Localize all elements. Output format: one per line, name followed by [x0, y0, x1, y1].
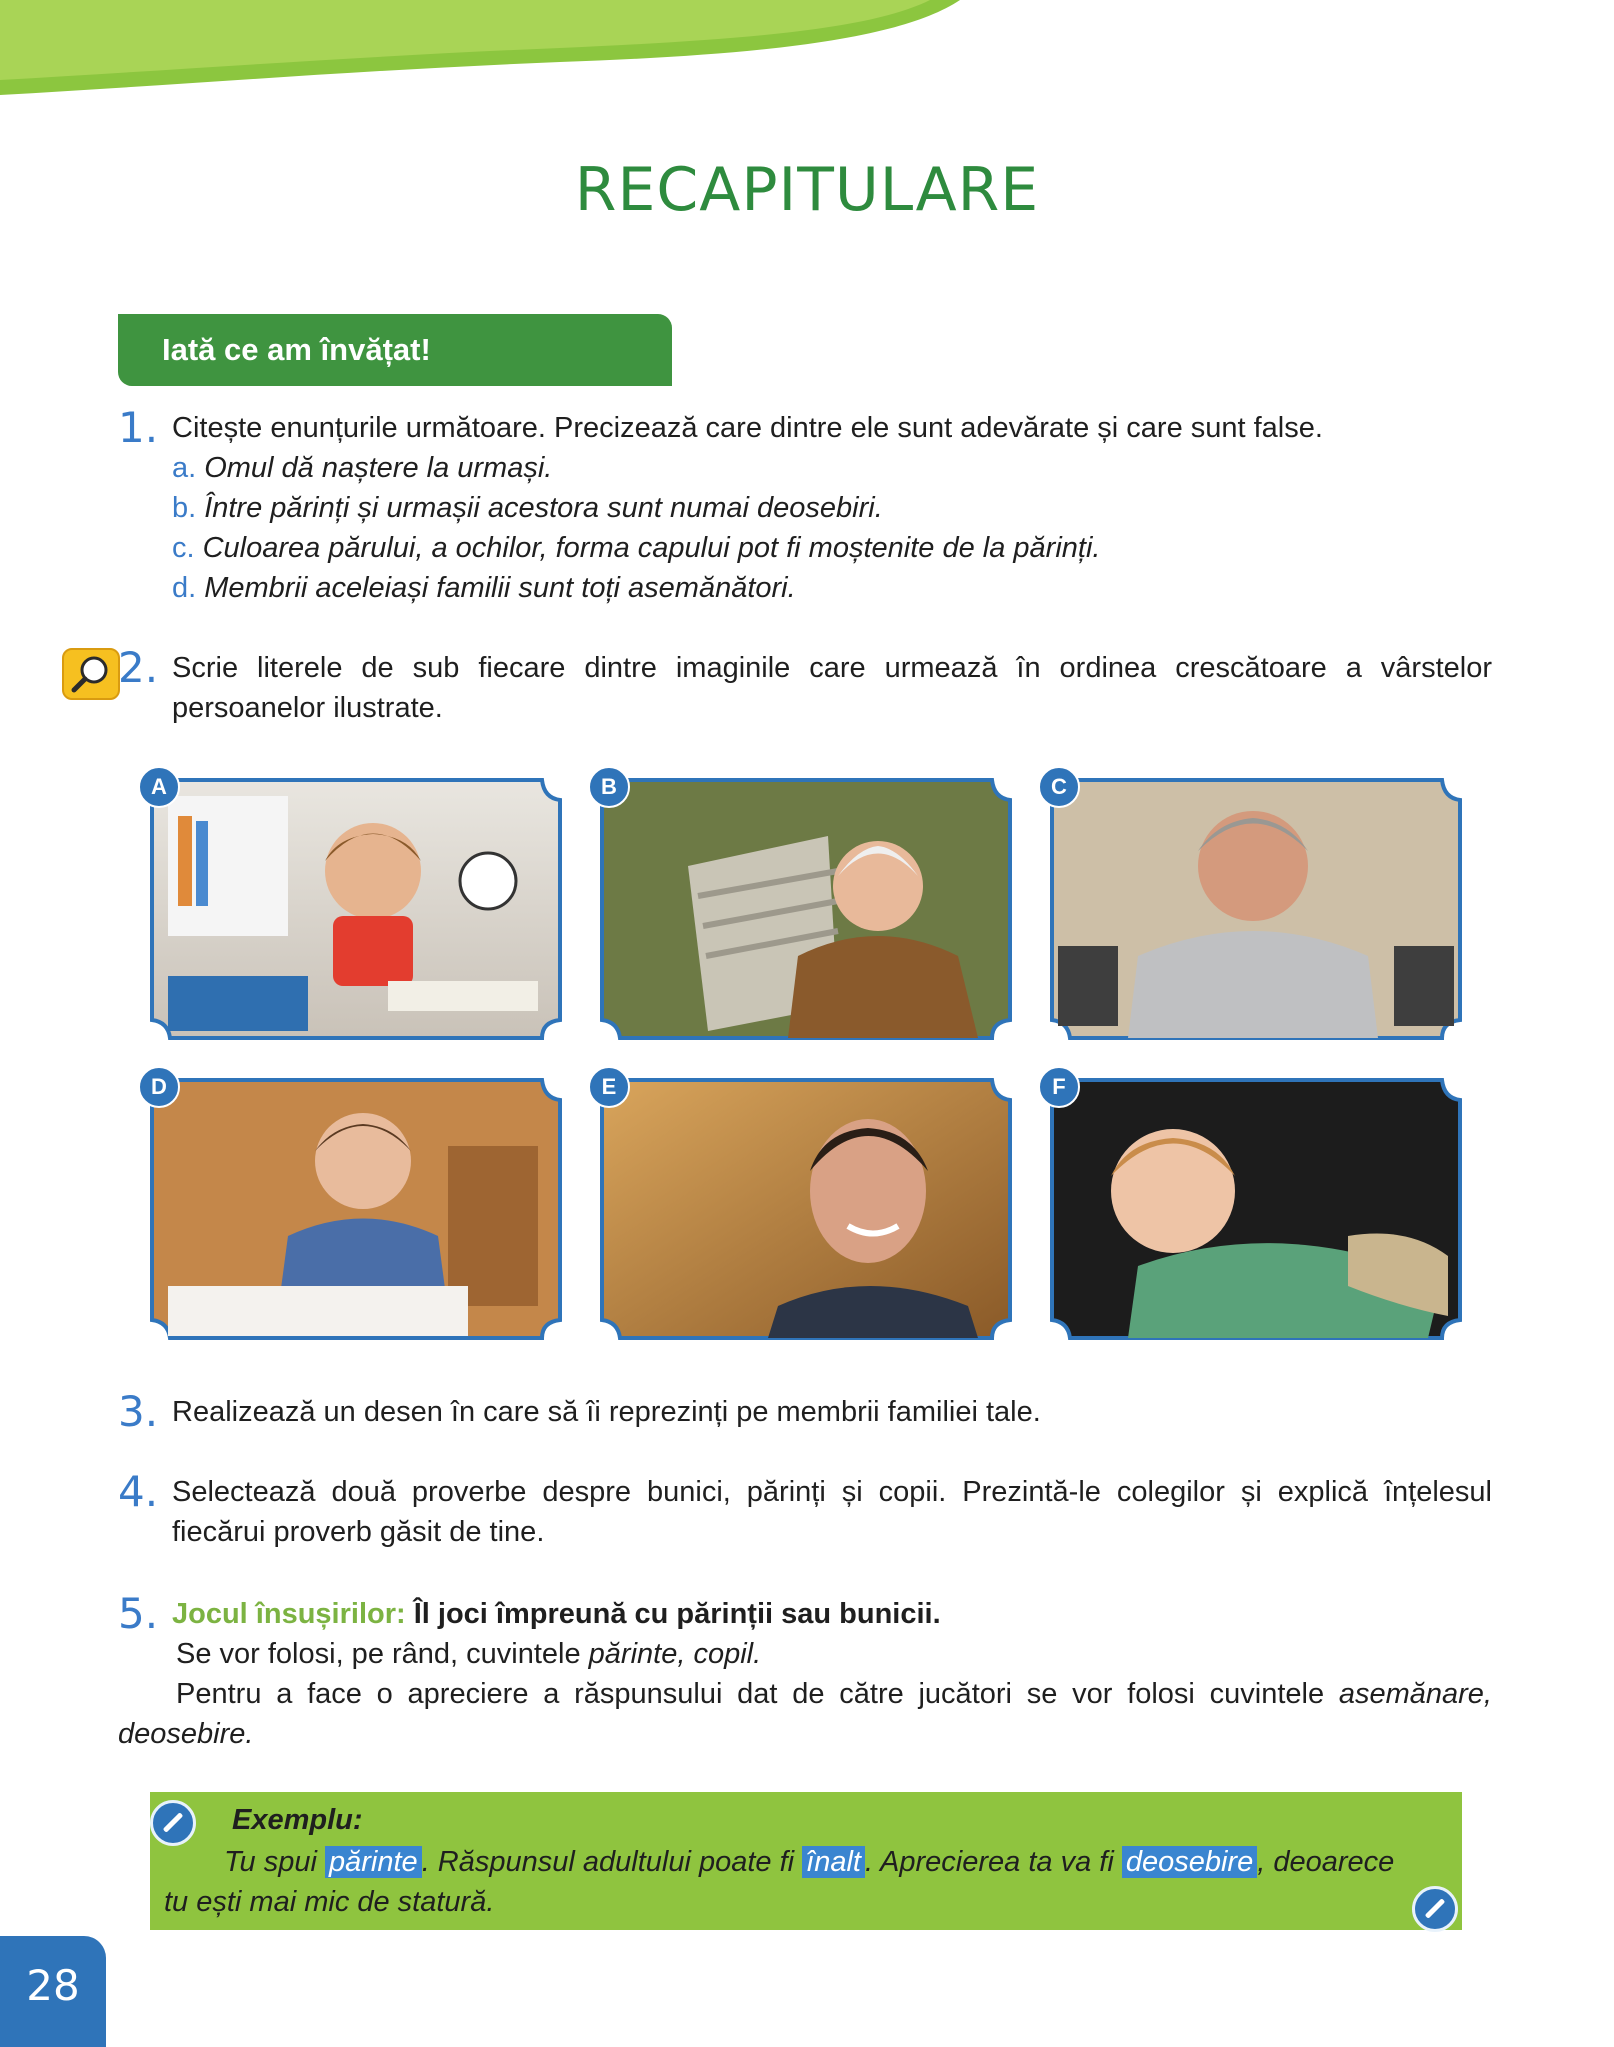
- photo-letter-d: D: [138, 1066, 180, 1108]
- photo-card-b: [598, 776, 1014, 1042]
- magnifier-icon: [62, 648, 120, 700]
- highlight-word: părinte: [325, 1846, 422, 1878]
- photo-letter-b: B: [588, 766, 630, 808]
- photo-letter-f: F: [1038, 1066, 1080, 1108]
- q5-bold: Îl joci împreună cu părinții sau bunicii.: [413, 1598, 941, 1630]
- q5-line2-text: Se vor folosi, pe rând, cuvintele: [176, 1638, 589, 1670]
- q3-number: 3.: [118, 1387, 159, 1436]
- example-text-2: . Răspunsul adultului poate fi: [421, 1846, 803, 1878]
- example-text-4: , deoarece: [1257, 1846, 1395, 1878]
- option-letter: a.: [172, 452, 197, 484]
- page-number: 28: [0, 1936, 106, 2047]
- q5-number: 5.: [118, 1589, 159, 1638]
- q3-text: Realizează un desen în care să îi reprezinți pe membrii familiei tale.: [172, 1396, 1041, 1428]
- example-line1: [224, 1842, 1394, 1882]
- q5-line2-italic: părinte, copil.: [588, 1638, 762, 1670]
- q5-line3-italic: asemănare,: [1338, 1678, 1492, 1710]
- q5-label: Jocul însușirilor:: [172, 1598, 406, 1630]
- q1-option-a: [172, 448, 552, 488]
- photo-letter-c: C: [1038, 766, 1080, 808]
- option-text: Omul dă naștere la urmași.: [204, 452, 553, 484]
- example-line2: tu ești mai mic de statură.: [164, 1886, 495, 1918]
- example-title: Exemplu:: [232, 1804, 363, 1836]
- photo-card-c: [1048, 776, 1464, 1042]
- photo-c-image: [1048, 776, 1464, 1042]
- q5-line2: [176, 1634, 761, 1674]
- photo-e-image: [598, 1076, 1014, 1342]
- option-text: Membrii aceleiași familii sunt toți asemănători.: [204, 572, 796, 604]
- pencil-icon: [1412, 1886, 1458, 1932]
- q2-number: 2.: [118, 643, 159, 692]
- photo-b-image: [598, 776, 1014, 1042]
- photo-card-a: [148, 776, 564, 1042]
- photo-a-image: [148, 776, 564, 1042]
- q4-line2: fiecărui proverb găsit de tine.: [172, 1516, 545, 1548]
- photo-letter-e: E: [588, 1066, 630, 1108]
- top-wave-decoration: [0, 0, 1614, 110]
- photo-card-d: [148, 1076, 564, 1342]
- q1-number: 1.: [118, 403, 159, 452]
- option-letter: c.: [172, 532, 195, 564]
- section-banner: Iată ce am învățat!: [118, 314, 672, 386]
- q1-option-c: [172, 528, 1100, 568]
- highlight-word: înalt: [802, 1846, 865, 1878]
- option-text: Culoarea părului, a ochilor, forma capului pot fi moștenite de la părinți.: [202, 532, 1101, 564]
- photo-d-image: [148, 1076, 564, 1342]
- q2-line1: Scrie literele de sub fiecare dintre imaginile care urmează în ordinea crescătoare a vârstelor: [172, 652, 1492, 684]
- photo-card-e: [598, 1076, 1014, 1342]
- option-text: Între părinți și urmașii acestora sunt numai deosebiri.: [204, 492, 883, 524]
- q4-line1: Selectează două proverbe despre bunici, părinți și copii. Prezintă-le colegilor și explică înțelesul: [172, 1476, 1492, 1508]
- photo-f-image: [1048, 1076, 1464, 1342]
- photo-letter-a: A: [138, 766, 180, 808]
- q5-line1: [172, 1594, 941, 1634]
- q5-line4-italic: deosebire.: [118, 1718, 254, 1750]
- q5-line4: [118, 1714, 253, 1754]
- q2-line2: persoanelor ilustrate.: [172, 692, 443, 724]
- option-letter: b.: [172, 492, 197, 524]
- pencil-icon: [150, 1800, 196, 1846]
- q5-line3: [118, 1674, 1492, 1714]
- example-text-3: . Aprecierea ta va fi: [865, 1846, 1122, 1878]
- q1-text: Citește enunțurile următoare. Precizează care dintre ele sunt adevărate și care sunt false.: [172, 412, 1323, 444]
- highlight-word: deosebire: [1122, 1846, 1257, 1878]
- q4-number: 4.: [118, 1467, 159, 1516]
- q1-option-b: [172, 488, 883, 528]
- option-letter: d.: [172, 572, 197, 604]
- page-title: RECAPITULARE: [574, 155, 1040, 225]
- photo-card-f: [1048, 1076, 1464, 1342]
- example-text-1: Tu spui: [224, 1846, 326, 1878]
- q1-option-d: [172, 568, 796, 608]
- q5-line3-text: Pentru a face o apreciere a răspunsului dat de către jucători se vor folosi cuvintele: [176, 1678, 1339, 1710]
